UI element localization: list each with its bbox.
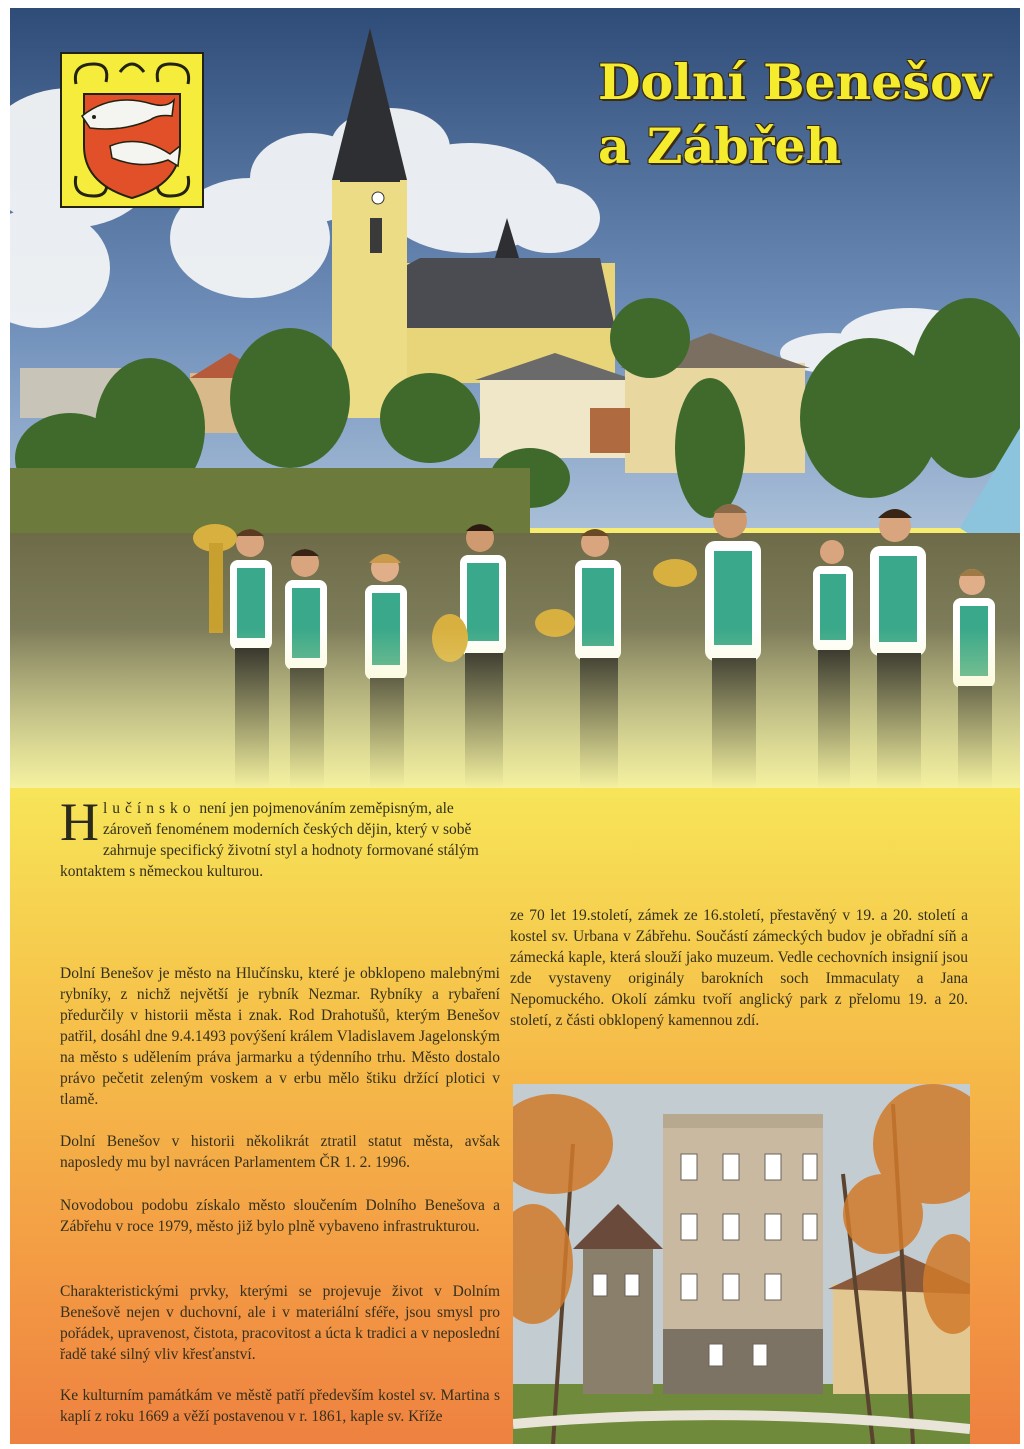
coat-of-arms bbox=[60, 52, 204, 208]
page-title bbox=[598, 50, 991, 178]
paragraph-merger: Novodobou podobu získalo město sloučením Dolního Benešova a Zábřehu v roce 1979, město již bylo plně vybaveno infrastrukturou. bbox=[60, 1197, 500, 1235]
paragraph-castle-continuation: ze 70 let 19.století, zámek ze 16.století, přestavěný v 19. a 20. století a kostel sv. Urbana v Zábřehu. Součástí zámeckých budov je obřadní síň a zámecká kaple, která slouží jako muzeum. Vedle cechovních insignií jsou zde vystaveny originály barokních soch Immaculaty a Jana Nepomuckého. Okolí zámku tvoří anglický park z přelomu 19. a 20. století, z části obklopený kamennou zdí. bbox=[510, 907, 968, 1029]
coat-of-arms-fish-icon bbox=[62, 54, 202, 206]
castle-illustration bbox=[513, 1084, 970, 1444]
paragraph-town-status: Dolní Benešov v historii několikrát ztratil statut města, avšak naposledy mu byl navrácen Parlamentem ČR 1. 2. 1996. bbox=[60, 1133, 500, 1171]
dropcap-letter: H bbox=[60, 792, 99, 852]
paragraph-characteristics: Charakteristickými prvky, kterými se projevuje život v Dolním Benešově nejen v duchovní, ale i v materiální sféře, jsou smysl pro pořádek, upravenost, čistota, pracovitost a úcta k tradici a v neposlední řadě také silný vliv křesťanství. bbox=[60, 1283, 500, 1363]
title-line-1: Dolní Benešov bbox=[598, 53, 992, 111]
title-line-2: a Zábřeh bbox=[598, 117, 842, 175]
castle-photo bbox=[513, 1084, 970, 1444]
intro-paragraph bbox=[60, 792, 500, 882]
intro-text: není jen pojmenováním zeměpisným, ale zároveň fenoménem moderních českých dějin, který v sobě zahrnuje specifický životní styl a hodnoty formované stálým kontaktem s německou kulturou. bbox=[60, 800, 479, 880]
paragraph-monuments: Ke kulturním památkám ve městě patří především kostel sv. Martina s kaplí z roku 1669 a věží postavenou v r. 1861, kaple sv. Kříže bbox=[60, 1387, 500, 1425]
poster-page bbox=[10, 8, 1020, 1444]
intro-first-word: lučínsko bbox=[103, 800, 196, 817]
paragraph-town-history: Dolní Benešov je město na Hlučínsku, které je obklopeno malebnými rybníky, z nichž největší je rybník Nezmar. Rybníky a rybaření předurčily v historii města i znak. Rod Drahotušů, kterým Benešov patřil, dosáhl dne 9.4.1493 povýšení králem Vladislavem Jagelonským na město s udělením práva jarmarku a týdenního trhu. Město dostalo právo pečetit zeleným voskem a v erbu mělo štiku držící plotici v tlamě. bbox=[60, 965, 500, 1108]
